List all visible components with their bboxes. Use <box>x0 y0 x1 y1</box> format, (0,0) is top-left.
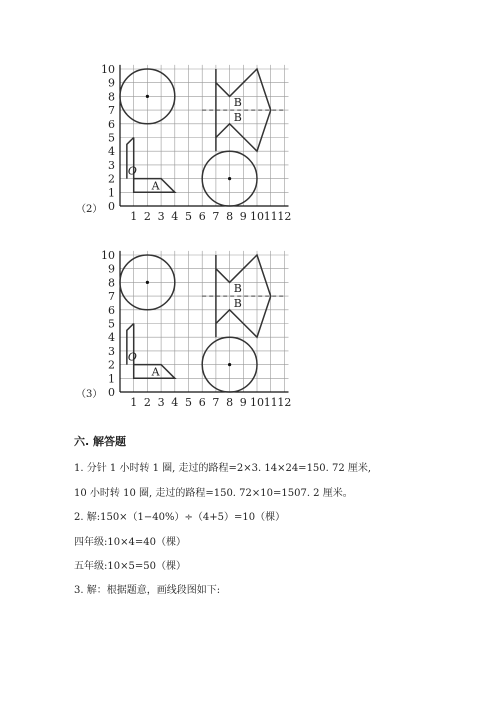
shape-b-label: B <box>233 95 242 109</box>
x-tick-label: 1 <box>130 396 138 408</box>
y-tick-label: 10 <box>101 249 115 262</box>
answer-line: 10 小时转 10 圈, 走过的路程=150. 72×10=1507. 2 厘米。 <box>74 488 353 499</box>
x-tick-label: 12 <box>277 210 292 222</box>
answer-line: 五年级:10×5=50（棵） <box>74 561 186 572</box>
y-tick-label: 7 <box>108 104 115 118</box>
x-tick-label: 4 <box>171 396 179 408</box>
y-tick-label: 6 <box>108 303 115 317</box>
x-tick-label: 6 <box>198 396 206 408</box>
y-tick-label: 4 <box>108 331 115 345</box>
shape-b-label: B <box>233 111 242 125</box>
y-tick-label: 1 <box>108 186 115 200</box>
y-tick-label: 3 <box>108 158 115 172</box>
y-tick-label: 6 <box>108 117 115 131</box>
y-tick-label: 8 <box>108 90 115 104</box>
x-tick-label: 5 <box>185 210 192 222</box>
y-tick-label: 4 <box>108 145 115 159</box>
circle-center-dot <box>146 95 149 98</box>
circle-center-dot <box>228 177 231 180</box>
shape-a-label: A <box>151 179 160 193</box>
answer-line: 四年级:10×4=40（棵） <box>74 537 186 548</box>
answer-line: 2. 解:150×（1−40%）÷（4+5）=10（棵） <box>74 512 286 523</box>
y-tick-label: 9 <box>108 262 115 276</box>
y-tick-label: 2 <box>108 358 115 372</box>
y-tick-label: 9 <box>108 76 115 90</box>
x-tick-label: 3 <box>157 396 165 408</box>
shape-a-label: A <box>151 365 160 379</box>
y-tick-label: 5 <box>108 131 115 145</box>
x-tick-label: 10 <box>250 210 264 222</box>
figure-3-label: （3） <box>76 389 103 400</box>
y-tick-label: 2 <box>108 172 115 186</box>
circle-center-dot <box>146 281 149 284</box>
x-tick-label: 2 <box>143 396 151 408</box>
y-tick-label: 10 <box>101 63 115 76</box>
shape-b-label: B <box>233 297 242 311</box>
x-tick-label: 6 <box>198 210 206 222</box>
shape-b-label: B <box>233 281 242 295</box>
x-tick-label: 12 <box>277 396 292 408</box>
answer-line: 3. 解：根据题意，画线段图如下: <box>74 585 221 596</box>
x-tick-label: 3 <box>157 210 165 222</box>
y-tick-label: 0 <box>108 386 115 399</box>
y-tick-label: 0 <box>108 200 115 213</box>
x-tick-label: 7 <box>212 210 220 222</box>
x-tick-label: 9 <box>239 210 247 222</box>
answer-line: 1. 分针 1 小时转 1 圈, 走过的路程=2×3. 14×24=150. 72 厘米, <box>74 463 372 474</box>
x-tick-label: 4 <box>171 210 179 222</box>
figure-3 <box>72 248 312 408</box>
x-tick-label: 1 <box>130 210 138 222</box>
x-tick-label: 9 <box>239 396 247 408</box>
section-title: 六. 解答题 <box>74 435 127 448</box>
x-tick-label: 11 <box>263 396 278 408</box>
x-tick-label: 8 <box>226 210 234 222</box>
figure-2-label: （2） <box>76 204 103 215</box>
x-tick-label: 2 <box>143 210 151 222</box>
point-o-label: O <box>127 350 137 364</box>
y-tick-label: 1 <box>108 372 115 386</box>
y-tick-label: 8 <box>108 276 115 290</box>
y-tick-label: 3 <box>108 344 115 358</box>
x-tick-label: 8 <box>226 396 234 408</box>
x-tick-label: 10 <box>250 396 264 408</box>
y-tick-label: 5 <box>108 317 115 331</box>
x-tick-label: 5 <box>185 396 192 408</box>
point-o-label: O <box>127 164 137 178</box>
y-tick-label: 7 <box>108 290 115 304</box>
x-tick-label: 7 <box>212 396 220 408</box>
circle-center-dot <box>228 363 231 366</box>
figure-3-graph <box>72 248 312 408</box>
figure-2-graph <box>72 62 312 222</box>
x-tick-label: 11 <box>263 210 278 222</box>
figure-2 <box>72 62 312 222</box>
